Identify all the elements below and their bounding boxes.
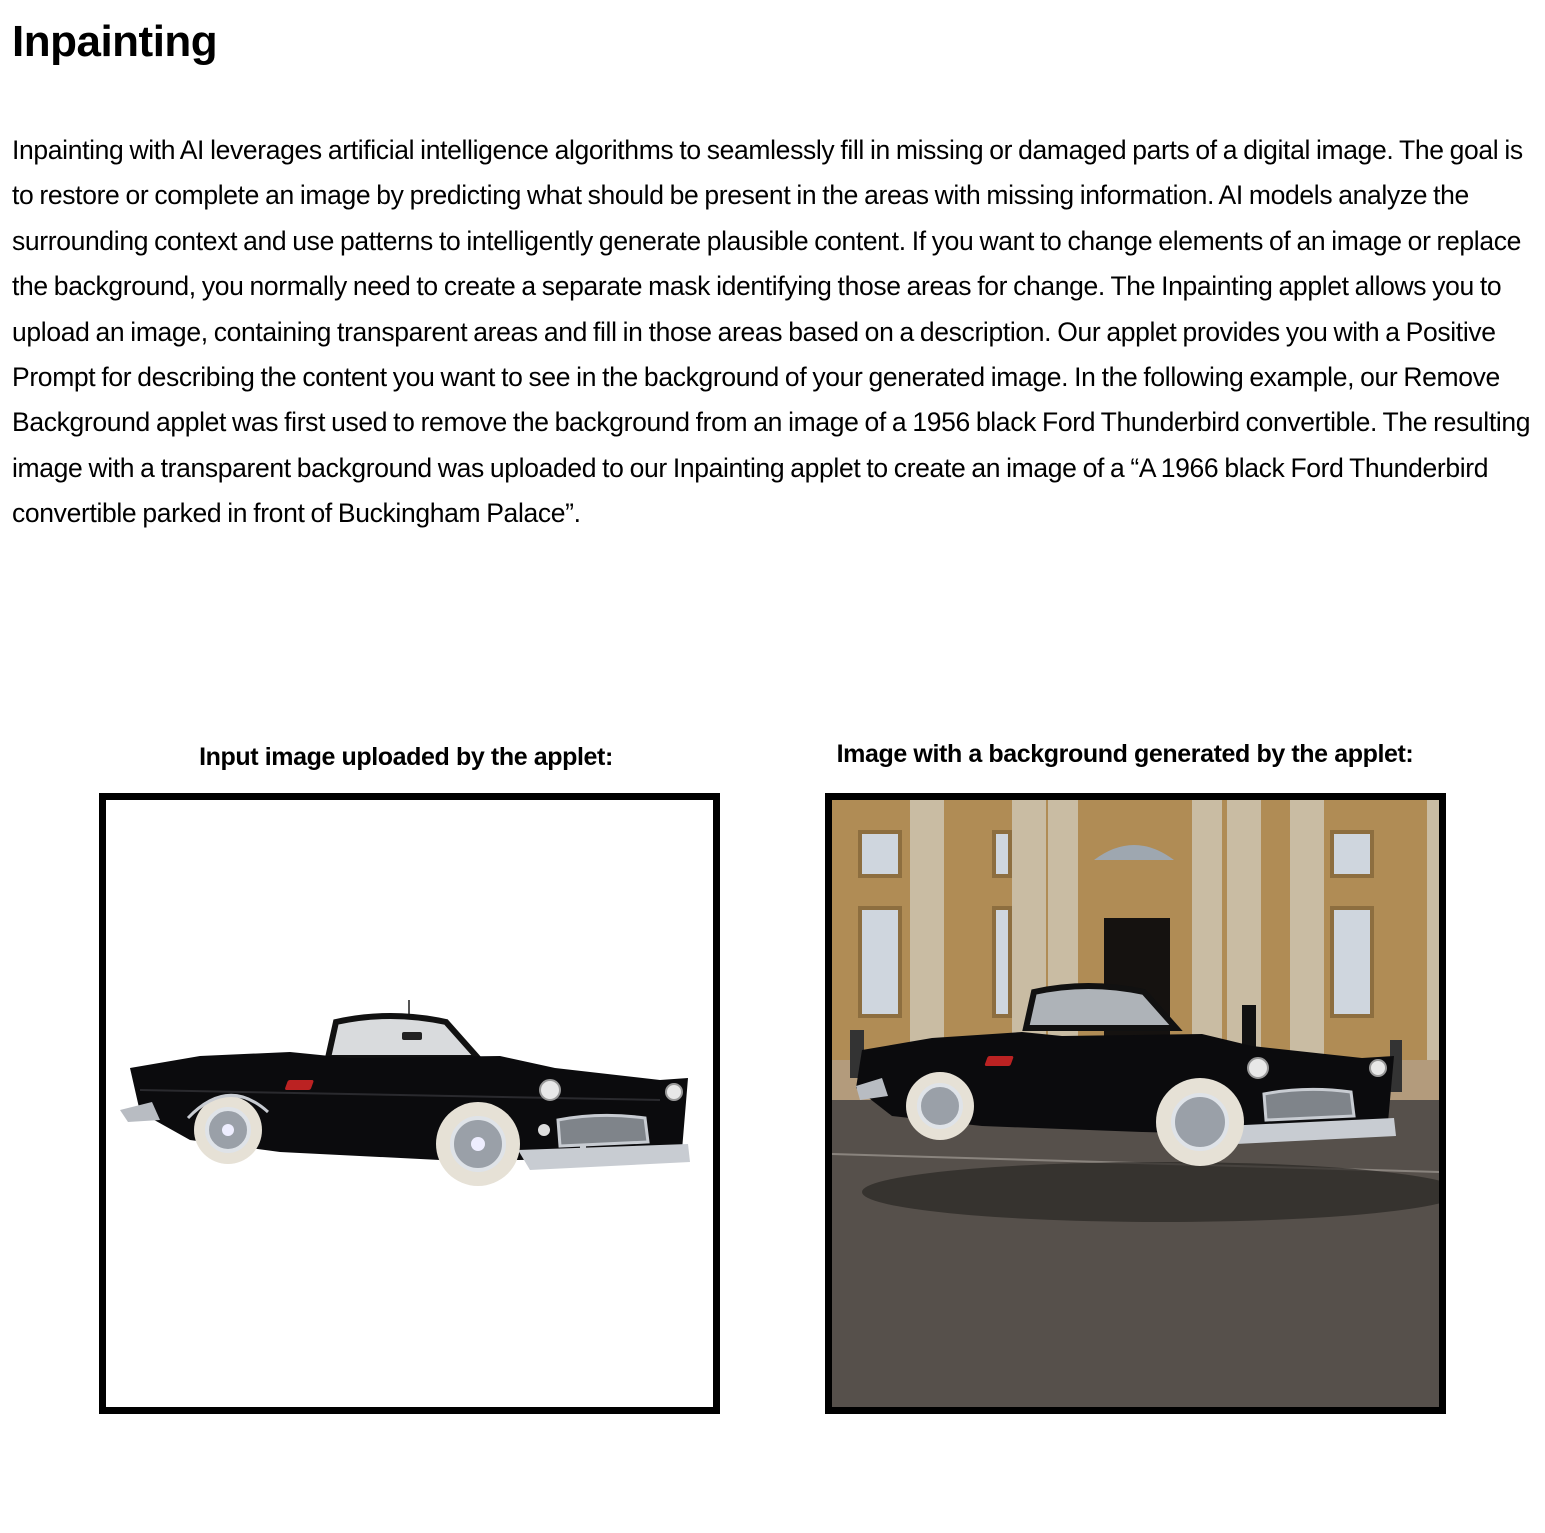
input-image-caption: Input image uploaded by the applet:	[199, 743, 613, 771]
asphalt-road	[832, 1100, 1439, 1407]
input-image-frame	[99, 793, 720, 1414]
input-car-image	[106, 800, 713, 1407]
output-image-frame	[825, 793, 1446, 1414]
page-title: Inpainting	[12, 17, 218, 66]
output-generated-image	[832, 800, 1439, 1407]
output-image-caption: Image with a background generated by the applet:	[836, 740, 1414, 768]
intro-paragraph: Inpainting with AI leverages artificial intelligence algorithms to seamlessly fill in missing or damaged parts of a digital image. The goal is to restore or complete an image by predicting what should be present in the areas with missing information. AI models analyze the surrounding context and use patterns to intelligently generate plausible content. If you want to change elements of an image or replace the background, you normally need to create a separate mask identifying those areas for change. The Inpainting applet allows you to upload an image, containing transparent areas and fill in those areas based on a description. Our applet provides you with a Positive Prompt for describing the content you want to see in the background of your generated image. In the following example, our Remove Background applet was first used to remove the background from an image of a 1956 black Ford Thunderbird convertible. The resulting image with a transparent background was uploaded to our Inpainting applet to create an image of a “A 1966 black Ford Thunderbird convertible parked in front of Buckingham Palace”.	[12, 135, 1531, 529]
